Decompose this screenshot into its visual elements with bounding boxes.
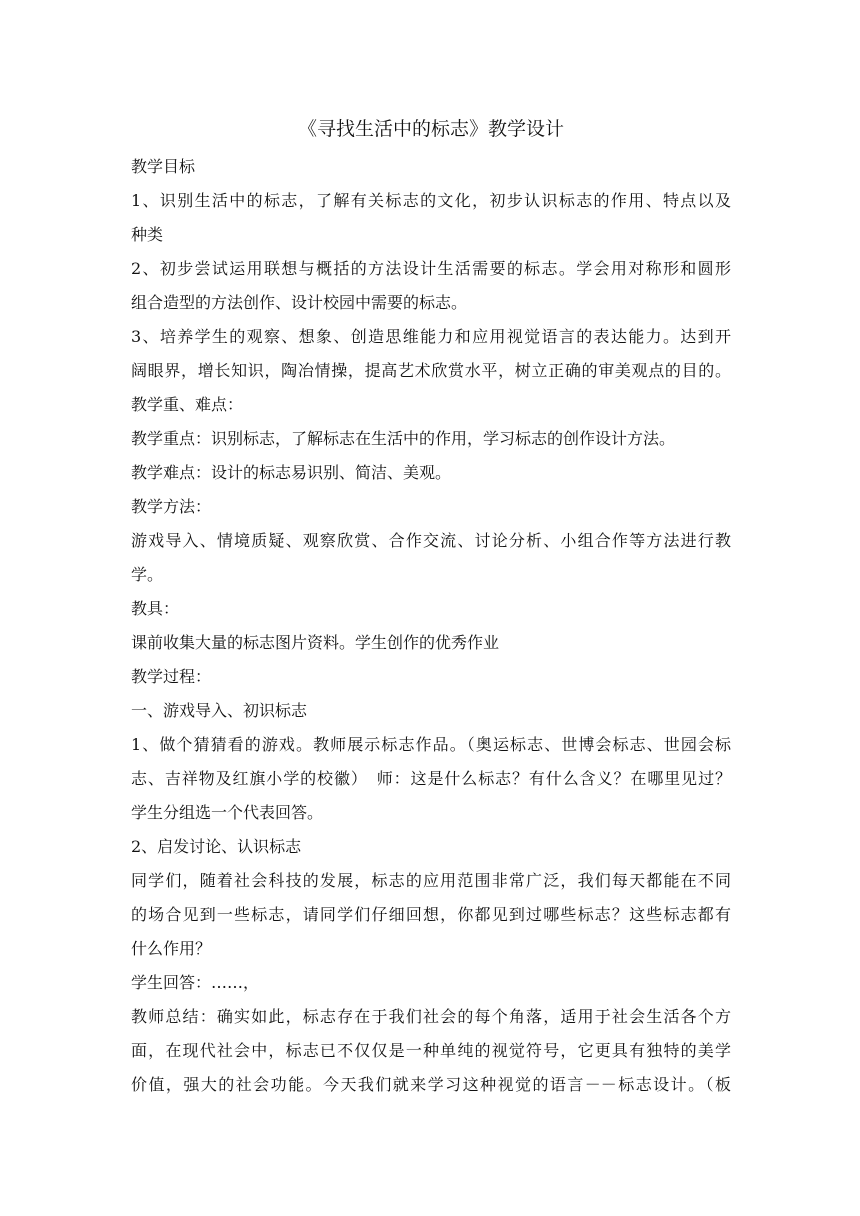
text-line: 组合造型的方法创作、设计校园中需要的标志。 xyxy=(131,293,468,312)
text-line: 教师总结：确实如此，标志存在于我们社会的每个角落，适用于社会生活各个方 xyxy=(131,1007,731,1026)
text-line: 的场合见到一些标志，请同学们仔细回想，你都见到过哪些标志？这些标志都有 xyxy=(131,905,731,924)
text-line: 一、游戏导入、初识标志 xyxy=(131,701,308,720)
text-line: 2、启发讨论、认识标志 xyxy=(131,837,302,856)
text-line: 教学目标 xyxy=(131,157,196,176)
text-line: 阔眼界，增长知识，陶冶情操，提高艺术欣赏水平，树立正确的审美观点的目的。 xyxy=(131,361,731,380)
text-line: 学。 xyxy=(131,565,164,584)
text-line: 什么作用？ xyxy=(131,939,212,958)
text-line: 游戏导入、情境质疑、观察欣赏、合作交流、讨论分析、小组合作等方法进行教 xyxy=(131,531,731,550)
text-line: 教学难点：设计的标志易识别、简洁、美观。 xyxy=(131,463,452,482)
text-line: 面，在现代社会中，标志已不仅仅是一种单纯的视觉符号，它更具有独特的美学 xyxy=(131,1041,731,1060)
text-line: 教学方法： xyxy=(131,497,212,516)
text-line: 价值，强大的社会功能。今天我们就来学习这种视觉的语言－－标志设计。（板 xyxy=(131,1075,731,1094)
text-line: 志、吉祥物及红旗小学的校徽） 师：这是什么标志？有什么含义？在哪里见过？ xyxy=(131,769,731,788)
text-line: 种类 xyxy=(131,225,164,244)
document-page xyxy=(131,114,731,1102)
text-line: 学生回答：……， xyxy=(131,973,260,992)
document-body xyxy=(131,150,731,1102)
text-line: 教学过程： xyxy=(131,667,212,686)
text-line: 教学重点：识别标志，了解标志在生活中的作用，学习标志的创作设计方法。 xyxy=(131,429,676,448)
text-line: 1、识别生活中的标志，了解有关标志的文化，初步认识标志的作用、特点以及 xyxy=(131,191,731,210)
text-line: 同学们，随着社会科技的发展，标志的应用范围非常广泛，我们每天都能在不同 xyxy=(131,871,731,890)
text-line: 教学重、难点： xyxy=(131,395,244,414)
text-line: 2、初步尝试运用联想与概括的方法设计生活需要的标志。学会用对称形和圆形 xyxy=(131,259,731,278)
text-line: 课前收集大量的标志图片资料。学生创作的优秀作业 xyxy=(131,633,500,652)
text-line: 3、培养学生的观察、想象、创造思维能力和应用视觉语言的表达能力。达到开 xyxy=(131,327,731,346)
document-title: 《寻找生活中的标志》教学设计 xyxy=(297,118,564,140)
text-line: 教具： xyxy=(131,599,180,618)
text-line: 学生分组选一个代表回答。 xyxy=(131,803,324,822)
text-line: 1、做个猜猜看的游戏。教师展示标志作品。（奥运标志、世博会标志、世园会标 xyxy=(131,735,731,754)
